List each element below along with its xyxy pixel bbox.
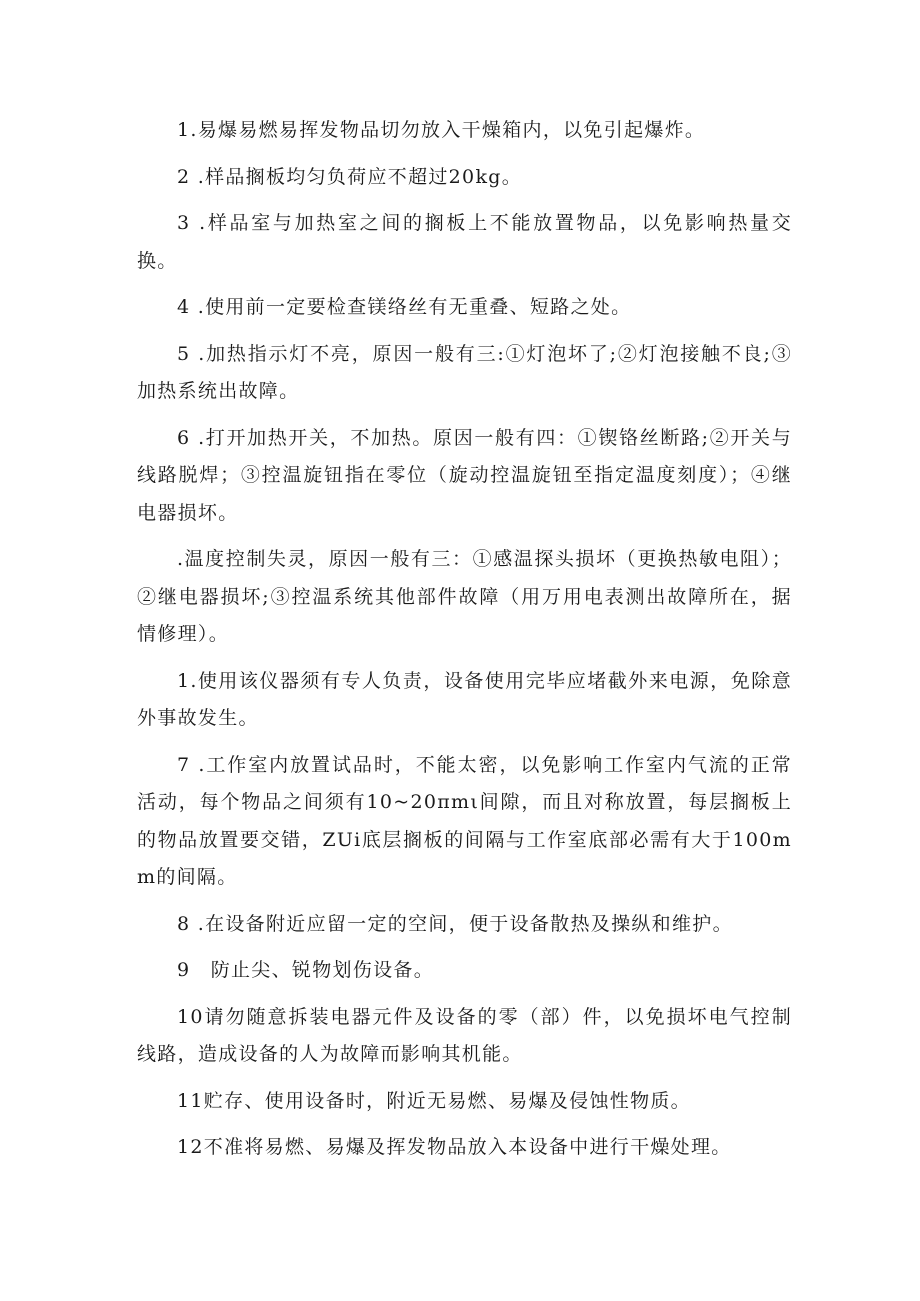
paragraph-10: 8 .在设备附近应留一定的空间，便于设备散热及操纵和维护。 — [177, 912, 733, 935]
paragraph-2: 2 .样品搁板均匀负荷应不超过20kg。 — [177, 165, 523, 188]
paragraph-13: 11贮存、使用设备时，附近无易燃、易爆及侵蚀性物质。 — [177, 1089, 691, 1112]
paragraph-1: 1.易爆易燃易挥发物品切勿放入干燥箱内，以免引起爆炸。 — [177, 119, 706, 141]
paragraph-5: 5 .加热指示灯不亮，原因一般有三:①灯泡坏了;②灯泡接触不良;③加热系统出故障。 — [137, 342, 792, 402]
paragraph-6: 6 .打开加热开关，不加热。原因一般有四：①锲铬丝断路;②开关与线路脱焊；③控温旋钮指在零位（旋动控温旋钮至指定温度刻度）；④继电器损坏。 — [137, 426, 792, 524]
paragraph-3: 3 .样品室与加热室之间的搁板上不能放置物品，以免影响热量交换。 — [137, 212, 792, 272]
document-body — [137, 112, 792, 1167]
paragraph-7: .温度控制失灵，原因一般有三：①感温探头损坏（更换热敏电阻）；②继电器损坏;③控温系统其他部件故障（用万用电表测出故障所在，据情修理）。 — [137, 548, 792, 645]
paragraph-8: 1.使用该仪器须有专人负责，设备使用完毕应堵截外来电源，免除意外事故发生。 — [137, 669, 792, 729]
paragraph-11: 9 防止尖、锐物划伤设备。 — [177, 959, 434, 981]
paragraph-12: 10请勿随意拆装电器元件及设备的零（部）件，以免损坏电气控制线路，造成设备的人为故障而影响其机能。 — [137, 1005, 792, 1065]
paragraph-9: 7 .工作室内放置试品时，不能太密，以免影响工作室内气流的正常活动，每个物品之间须有10~20πmι间隙，而且对称放置，每层搁板上的物品放置要交错，ZUi底层搁板的间隔与工作室底部必需有大于100mm的间隔。 — [137, 753, 792, 888]
paragraph-4: 4 .使用前一定要检查镁络丝有无重叠、短路之处。 — [177, 296, 632, 318]
paragraph-14: 12不准将易燃、易爆及挥发物品放入本设备中进行干燥处理。 — [177, 1136, 732, 1158]
